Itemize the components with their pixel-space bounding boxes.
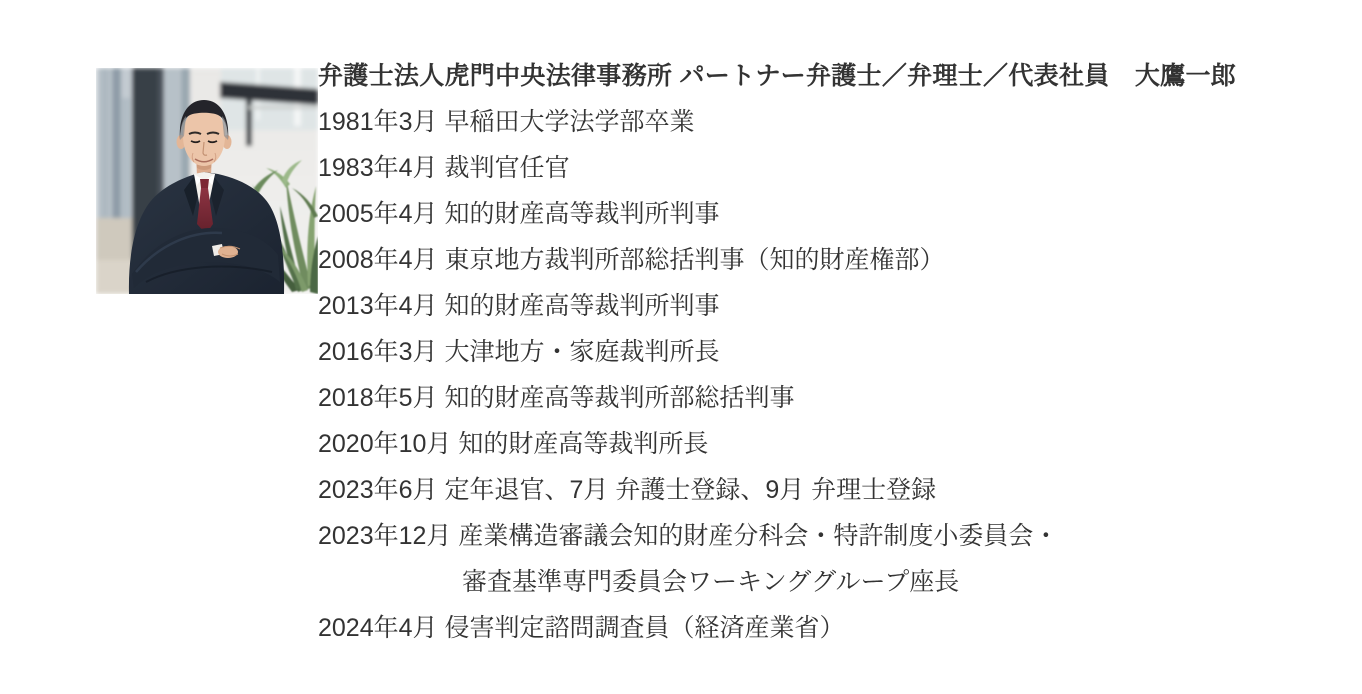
timeline-date: 2023年12月 [318, 522, 452, 550]
timeline-date: 1981年3月 [318, 108, 438, 136]
timeline-text: 侵害判定諮問調査員（経済産業省） [437, 614, 845, 642]
timeline-date: 2013年4月 [318, 292, 438, 320]
timeline-date: 2016年3月 [318, 338, 438, 366]
timeline-text: 定年退官、7月 弁護士登録、9月 弁理士登録 [437, 476, 937, 504]
timeline-text: 産業構造審議会知的財産分科会・特許制度小委員会・ [451, 522, 1059, 550]
timeline-text: 知的財産高等裁判所判事 [437, 200, 720, 228]
timeline-date: 2020年10月 [318, 430, 452, 458]
timeline-text: 知的財産高等裁判所部総括判事 [437, 384, 795, 412]
timeline-text-continuation: 審査基準専門委員会ワーキンググループ座長 [462, 568, 960, 596]
timeline-entry [318, 513, 1328, 605]
portrait-photo [96, 68, 318, 294]
timeline-entry [318, 99, 1328, 145]
timeline-entry [318, 283, 1328, 329]
timeline-entry [318, 191, 1328, 237]
timeline-text: 大津地方・家庭裁判所長 [437, 338, 720, 366]
timeline-entry [318, 329, 1328, 375]
timeline-entry [318, 467, 1328, 513]
profile-title: 弁護士法人虎門中央法律事務所 パートナー弁護士／弁理士／代表社員 大鷹一郎 [318, 62, 1237, 90]
timeline-text: 東京地方裁判所部総括判事（知的財産権部） [437, 246, 945, 274]
timeline-date: 2005年4月 [318, 200, 438, 228]
timeline-entry [318, 421, 1328, 467]
timeline-text: 早稲田大学法学部卒業 [437, 108, 695, 136]
timeline-text: 知的財産高等裁判所長 [451, 430, 709, 458]
bio-section [318, 53, 1328, 651]
timeline-text: 裁判官任官 [437, 154, 570, 182]
timeline-entry [318, 145, 1328, 191]
timeline-date: 2008年4月 [318, 246, 438, 274]
timeline-date: 2023年6月 [318, 476, 438, 504]
timeline-entry [318, 605, 1328, 651]
timeline-entry [318, 375, 1328, 421]
timeline-text: 知的財産高等裁判所判事 [437, 292, 720, 320]
timeline [318, 99, 1328, 651]
portrait-photo-illustration [96, 68, 318, 294]
timeline-entry [318, 237, 1328, 283]
timeline-date: 2018年5月 [318, 384, 438, 412]
timeline-date: 2024年4月 [318, 614, 438, 642]
timeline-date: 1983年4月 [318, 154, 438, 182]
